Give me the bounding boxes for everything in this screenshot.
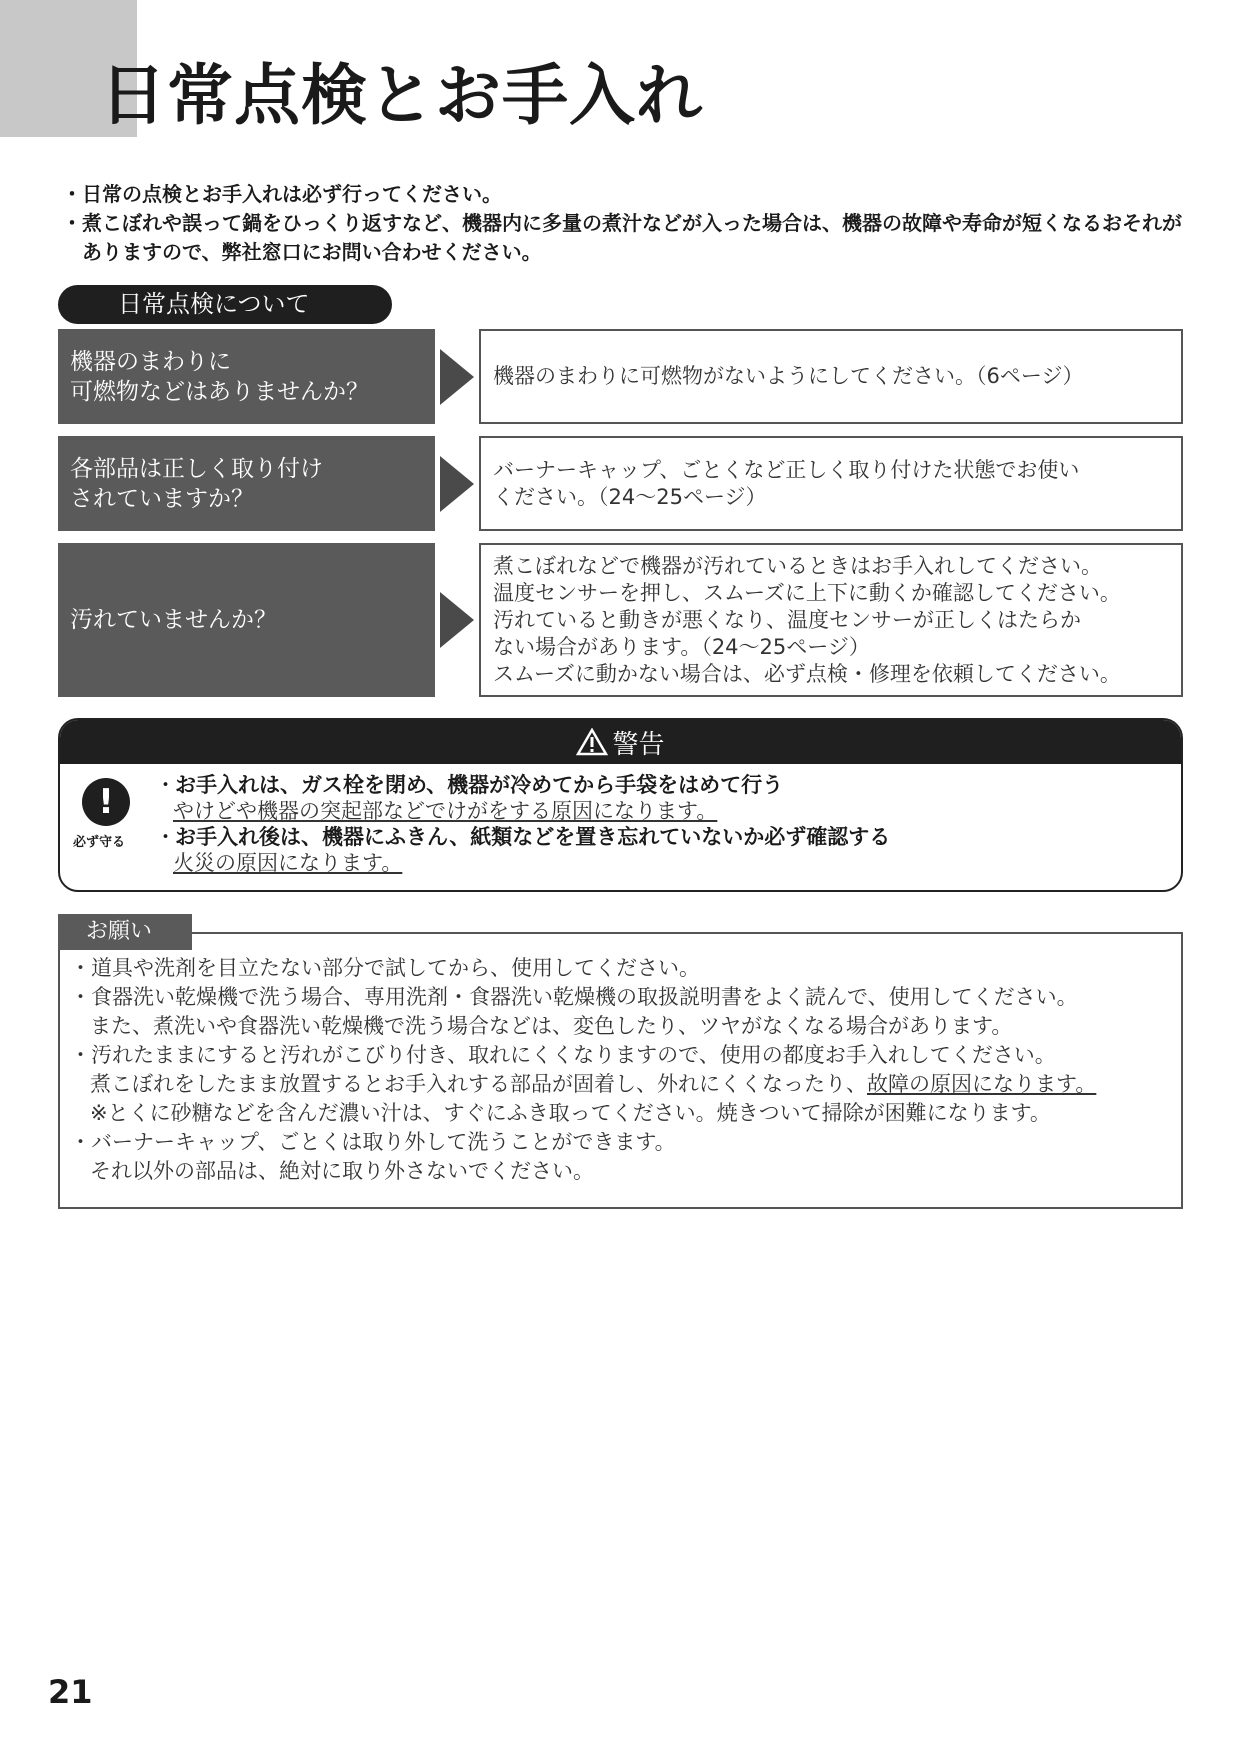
intro-item xyxy=(62,180,1182,209)
request-heading: お願い xyxy=(58,914,192,950)
warning-title: 警告 xyxy=(612,729,665,760)
inspection-question xyxy=(58,436,435,531)
warning-item-title: お手入れは、ガス栓を閉め、機器が冷めてから手袋をはめて行う xyxy=(175,773,784,797)
intro-text: 煮こぼれや誤って鍋をひっくり返すなど、機器内に多量の煮汁などが入った場合は、機器の故障や寿命が短くなるおそれがありますので、弊社窓口にお問い合わせください。 xyxy=(82,211,1182,264)
inspection-row xyxy=(58,543,1183,697)
bullet-marker: ・ xyxy=(62,182,82,206)
arrow-right-icon xyxy=(440,456,474,512)
request-list xyxy=(70,954,1175,1186)
inspection-answer xyxy=(479,329,1183,424)
answer-line: スムーズに動かない場合は、必ず点検・修理を依頼してください。 xyxy=(493,661,1121,686)
request-item xyxy=(70,1128,1175,1157)
request-item xyxy=(70,954,1175,983)
inspection-row xyxy=(58,436,1183,531)
inspection-row xyxy=(58,329,1183,424)
request-note: ※とくに砂糖などを含んだ濃い汁は、すぐにふき取ってください。焼きついて掃除が困難になります。 xyxy=(90,1101,1051,1125)
inspection-answer xyxy=(479,543,1183,697)
warning-header xyxy=(60,720,1181,764)
request-text: 汚れたままにすると汚れがこびり付き、取れにくくなりますので、使用の都度お手入れしてください。 xyxy=(91,1043,1056,1067)
warning-item-reason: 火災の原因になります。 xyxy=(173,851,403,875)
warning-panel xyxy=(58,718,1183,892)
request-text-plain: 煮こぼれをしたまま放置するとお手入れする部品が固着し、外れにくくなったり、 xyxy=(90,1072,867,1096)
inspection-question xyxy=(58,329,435,424)
inspection-question xyxy=(58,543,435,697)
request-text-underlined: 故障の原因になります。 xyxy=(867,1072,1097,1096)
page-number: 21 xyxy=(48,1673,93,1711)
bullet-marker: ・ xyxy=(155,773,176,797)
bullet-marker: ・ xyxy=(70,1130,91,1154)
bullet-marker: ・ xyxy=(70,956,91,980)
bullet-marker: ・ xyxy=(155,825,176,849)
must-follow-label: 必ず守る xyxy=(73,835,126,850)
request-text xyxy=(70,1070,1175,1099)
bullet-marker: ・ xyxy=(70,985,91,1009)
inspection-heading: 日常点検について xyxy=(58,285,392,324)
question-line: 各部品は正しく取り付け xyxy=(70,455,323,482)
intro-notes xyxy=(62,180,1182,267)
answer-line: 温度センサーを押し、スムーズに上下に動くか確認してください。 xyxy=(493,580,1121,605)
bullet-marker: ・ xyxy=(62,211,82,235)
question-line: 汚れていませんか？ xyxy=(70,607,277,633)
bullet-marker: ・ xyxy=(70,1043,91,1067)
request-text: それ以外の部品は、絶対に取り外さないでください。 xyxy=(90,1159,594,1183)
warning-triangle-icon xyxy=(576,728,608,756)
request-text: 道具や洗剤を目立たない部分で試してから、使用してください。 xyxy=(91,956,700,980)
arrow-right-icon xyxy=(440,349,474,405)
question-line: されていますか？ xyxy=(70,485,254,512)
warning-item xyxy=(155,824,1171,850)
request-text: また、煮洗いや食器洗い乾燥機で洗う場合などは、変色したり、ツヤがなくなる場合があります。 xyxy=(90,1014,1013,1038)
request-box xyxy=(58,932,1183,1209)
question-line: 可燃物などはありませんか？ xyxy=(70,378,369,405)
warning-item-reason: やけどや機器の突起部などでけがをする原因になります。 xyxy=(173,799,718,823)
answer-line: ない場合があります。（24〜25ページ） xyxy=(493,634,870,659)
answer-line: 煮こぼれなどで機器が汚れているときはお手入れしてください。 xyxy=(493,553,1102,578)
request-text: バーナーキャップ、ごとくは取り外して洗うことができます。 xyxy=(91,1130,676,1154)
request-text: 食器洗い乾燥機で洗う場合、専用洗剤・食器洗い乾燥機の取扱説明書をよく読んで、使用してください。 xyxy=(91,985,1078,1009)
page-title: 日常点検とお手入れ xyxy=(100,57,703,134)
request-item xyxy=(70,1041,1175,1070)
request-item xyxy=(70,983,1175,1012)
answer-line: ください。（24〜25ページ） xyxy=(493,484,767,509)
answer-line: 機器のまわりに可燃物がないようにしてください。（6ページ） xyxy=(493,364,1084,388)
question-line: 機器のまわりに xyxy=(70,348,231,375)
intro-item xyxy=(62,209,1182,267)
exclamation-icon: ! xyxy=(82,778,130,826)
warning-item xyxy=(155,772,1171,798)
arrow-right-icon xyxy=(440,592,474,648)
inspection-answer xyxy=(479,436,1183,531)
warning-list xyxy=(155,772,1171,876)
intro-text: 日常の点検とお手入れは必ず行ってください。 xyxy=(82,182,502,206)
answer-line: 汚れていると動きが悪くなり、温度センサーが正しくはたらか xyxy=(493,607,1081,632)
warning-item-title: お手入れ後は、機器にふきん、紙類などを置き忘れていないか必ず確認する xyxy=(175,825,891,849)
answer-line: バーナーキャップ、ごとくなど正しく取り付けた状態でお使い xyxy=(493,457,1080,482)
